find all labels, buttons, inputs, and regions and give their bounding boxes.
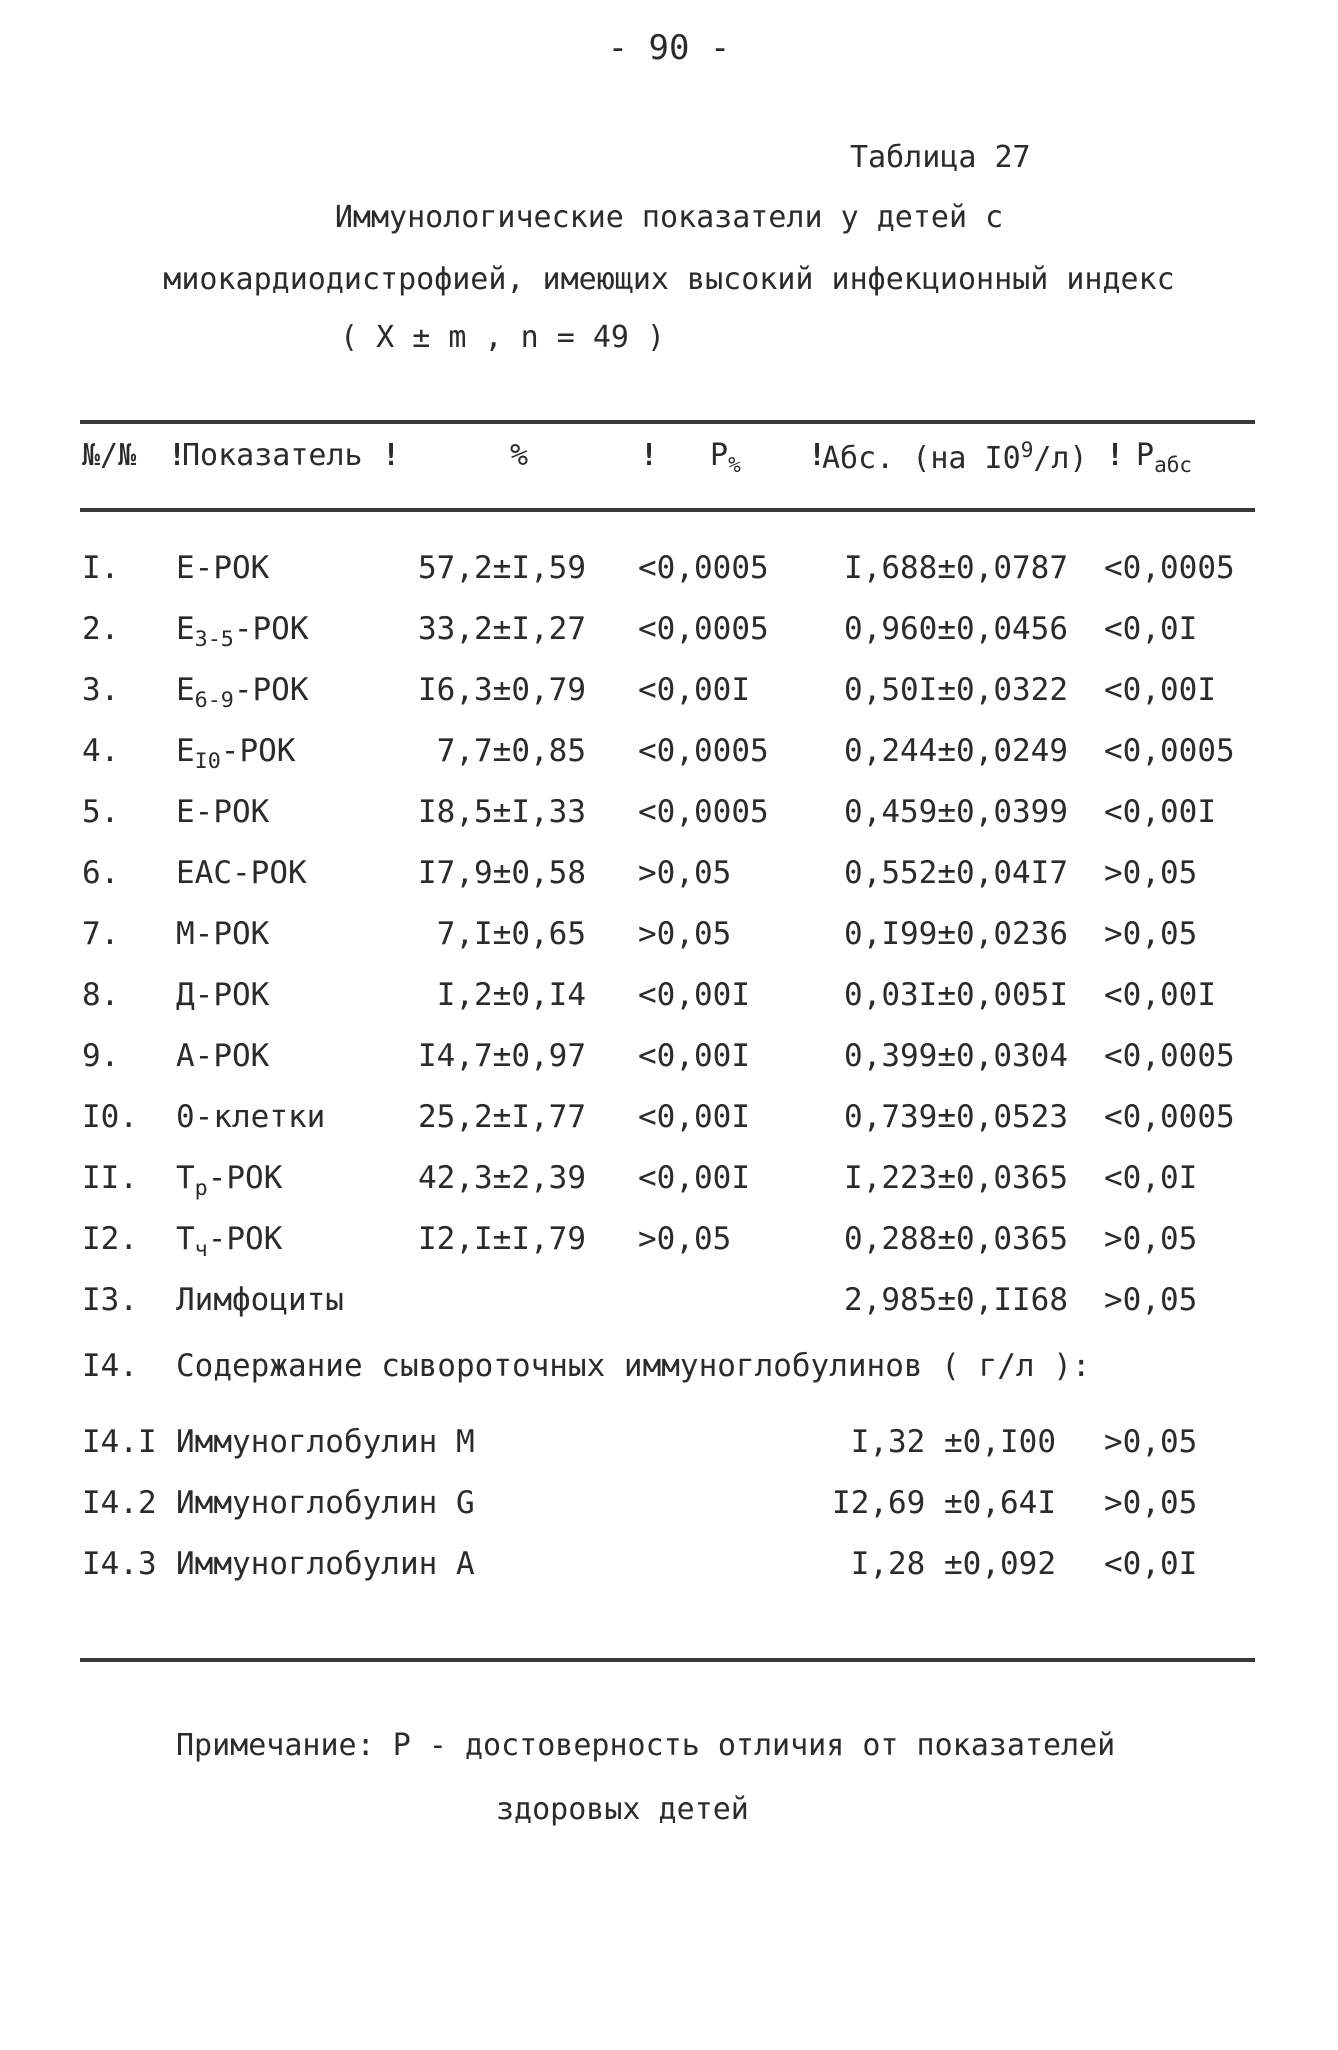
- row-p-percent: >0,05: [638, 1221, 732, 1257]
- sec14-item-abs: I,32 ±0,I00: [850, 1424, 1056, 1460]
- row-num: 2.: [82, 611, 120, 647]
- header-p-percent: [710, 438, 741, 477]
- row-p-abs: >0,05: [1104, 1282, 1198, 1318]
- row-num: II.: [82, 1160, 138, 1196]
- row-indicator-main: EAC-РОК: [176, 855, 307, 891]
- row-indicator-main: T: [176, 1221, 195, 1257]
- table-bottom-rule: [80, 1658, 1255, 1662]
- row-indicator: [176, 550, 269, 586]
- row-abs: I,223±0,0365: [844, 1160, 1068, 1196]
- row-abs: 0,50I±0,0322: [844, 672, 1068, 708]
- row-p-abs: <0,0005: [1104, 1099, 1235, 1135]
- row-num: 3.: [82, 672, 120, 708]
- table-label: Таблица 27: [850, 140, 1031, 175]
- page-number: - 90 -: [607, 28, 731, 68]
- sec14-item-abs: I,28 ±0,092: [850, 1546, 1056, 1582]
- section-14-title: Содержание сывороточных иммуноглобулинов ( г/л ):: [176, 1348, 1091, 1384]
- row-indicator: [176, 916, 269, 952]
- row-p-abs: <0,0005: [1104, 1038, 1235, 1074]
- row-indicator-sub: I0: [194, 749, 221, 775]
- row-p-percent: <0,00I: [638, 1099, 750, 1135]
- row-p-percent: <0,00I: [638, 977, 750, 1013]
- row-p-abs: <0,0I: [1104, 611, 1198, 647]
- row-indicator: [176, 733, 295, 774]
- row-abs: 0,399±0,0304: [844, 1038, 1068, 1074]
- header-indicator: Показатель: [182, 438, 363, 473]
- row-indicator-main: E: [176, 611, 195, 647]
- row-percent: 7,I±0,65: [436, 916, 586, 952]
- header-abs-tail: /л): [1033, 441, 1088, 476]
- sec14-item-num: I4.2: [82, 1485, 157, 1521]
- row-indicator: [176, 1099, 325, 1135]
- row-num: 9.: [82, 1038, 120, 1074]
- row-indicator: [176, 794, 269, 830]
- row-num: 6.: [82, 855, 120, 891]
- header-separator: !: [640, 438, 659, 473]
- row-indicator-tail: -РОК: [220, 733, 296, 769]
- row-num: I3.: [82, 1282, 138, 1318]
- row-indicator: [176, 1282, 344, 1318]
- row-p-percent: <0,0005: [638, 733, 769, 769]
- row-indicator-main: 0-клетки: [176, 1099, 326, 1135]
- row-indicator-tail: -РОК: [233, 611, 309, 647]
- row-num: 8.: [82, 977, 120, 1013]
- row-indicator: [176, 611, 309, 652]
- row-p-percent: <0,00I: [638, 1038, 750, 1074]
- row-abs: 0,I99±0,0236: [844, 916, 1068, 952]
- row-abs: 0,288±0,0365: [844, 1221, 1068, 1257]
- row-percent: 57,2±I,59: [418, 550, 586, 586]
- row-p-percent: <0,0005: [638, 550, 769, 586]
- row-indicator-main: Д-РОК: [176, 977, 270, 1013]
- row-indicator-tail: -РОК: [207, 1221, 283, 1257]
- row-p-abs: <0,00I: [1104, 794, 1216, 830]
- header-p-percent-sub: %: [728, 453, 741, 477]
- header-separator: !: [382, 438, 401, 473]
- header-p-abs-sub: абс: [1154, 453, 1192, 477]
- row-num: 7.: [82, 916, 120, 952]
- row-p-abs: >0,05: [1104, 916, 1198, 952]
- row-indicator-sub: 6-9: [194, 688, 234, 714]
- row-p-abs: >0,05: [1104, 1221, 1198, 1257]
- note-line-2: здоровых детей: [496, 1792, 749, 1827]
- row-abs: 0,739±0,0523: [844, 1099, 1068, 1135]
- header-abs: [822, 438, 1088, 476]
- row-p-percent: >0,05: [638, 916, 732, 952]
- row-num: I0.: [82, 1099, 138, 1135]
- header-p-abs: [1136, 438, 1192, 477]
- row-indicator-sub: ч: [194, 1237, 208, 1263]
- row-p-percent: >0,05: [638, 855, 732, 891]
- row-indicator: [176, 855, 307, 891]
- row-indicator-main: E-РОК: [176, 550, 270, 586]
- row-indicator: [176, 1221, 282, 1262]
- header-abs-sup: 9: [1020, 438, 1034, 462]
- row-indicator: [176, 672, 309, 713]
- row-indicator-main: A-РОК: [176, 1038, 270, 1074]
- row-p-abs: <0,0I: [1104, 1160, 1198, 1196]
- row-percent: I8,5±I,33: [418, 794, 586, 830]
- row-percent: 25,2±I,77: [418, 1099, 586, 1135]
- row-p-percent: <0,00I: [638, 1160, 750, 1196]
- row-percent: I6,3±0,79: [418, 672, 586, 708]
- row-num: 4.: [82, 733, 120, 769]
- sec14-item-num: I4.3: [82, 1546, 157, 1582]
- row-percent: 42,3±2,39: [418, 1160, 586, 1196]
- table-title-line-3: ( X ± m , n = 49 ): [340, 320, 666, 355]
- row-indicator: [176, 1038, 269, 1074]
- row-p-abs: <0,00I: [1104, 977, 1216, 1013]
- header-abs-main: Абс. (на I0: [822, 441, 1021, 476]
- table-title-line-1: Иммунологические показатели у детей с: [334, 200, 1004, 235]
- row-p-abs: <0,0005: [1104, 550, 1235, 586]
- row-abs: 2,985±0,II68: [844, 1282, 1068, 1318]
- row-p-percent: <0,00I: [638, 672, 750, 708]
- row-indicator-main: T: [176, 1160, 195, 1196]
- header-separator: !: [168, 438, 187, 473]
- row-indicator-tail: -РОК: [207, 1160, 283, 1196]
- sec14-item-name: Иммуноглобулин G: [176, 1485, 475, 1521]
- header-p-abs-main: P: [1136, 438, 1155, 473]
- row-num: I2.: [82, 1221, 138, 1257]
- sec14-item-name: Иммуноглобулин М: [176, 1424, 475, 1460]
- row-p-percent: <0,0005: [638, 794, 769, 830]
- row-percent: 33,2±I,27: [418, 611, 586, 647]
- row-indicator: [176, 977, 269, 1013]
- row-abs: 0,960±0,0456: [844, 611, 1068, 647]
- table-title-line-2: миокардиодистрофией, имеющих высокий инфекционный индекс: [163, 262, 1175, 297]
- header-num: №/№: [82, 438, 137, 473]
- header-percent: %: [510, 438, 529, 473]
- row-indicator-main: M-РОК: [176, 916, 270, 952]
- row-percent: I7,9±0,58: [418, 855, 586, 891]
- header-p-percent-main: P: [710, 438, 729, 473]
- row-indicator-sub: 3-5: [194, 627, 234, 653]
- section-14-num: I4.: [82, 1348, 138, 1384]
- sec14-item-name: Иммуноглобулин A: [176, 1546, 475, 1582]
- row-p-abs: <0,0005: [1104, 733, 1235, 769]
- row-indicator-main: E: [176, 672, 195, 708]
- note-line-1: Примечание: P - достоверность отличия от показателей: [176, 1728, 1116, 1763]
- sec14-item-p-abs: <0,0I: [1104, 1546, 1198, 1582]
- row-abs: 0,459±0,0399: [844, 794, 1068, 830]
- row-p-percent: <0,0005: [638, 611, 769, 647]
- row-indicator-tail: -РОК: [233, 672, 309, 708]
- row-num: 5.: [82, 794, 120, 830]
- row-p-abs: >0,05: [1104, 855, 1198, 891]
- header-separator: !: [808, 438, 827, 473]
- row-percent: 7,7±0,85: [436, 733, 586, 769]
- sec14-item-num: I4.I: [82, 1424, 157, 1460]
- sec14-item-p-abs: >0,05: [1104, 1424, 1198, 1460]
- header-separator: !: [1106, 438, 1125, 473]
- row-abs: 0,03I±0,005I: [844, 977, 1068, 1013]
- row-abs: 0,244±0,0249: [844, 733, 1068, 769]
- sec14-item-p-abs: >0,05: [1104, 1485, 1198, 1521]
- row-indicator-main: E-РОК: [176, 794, 270, 830]
- sec14-item-abs: I2,69 ±0,64I: [832, 1485, 1056, 1521]
- row-indicator-main: Лимфоциты: [176, 1282, 344, 1318]
- row-percent: I2,I±I,79: [418, 1221, 586, 1257]
- table-header-rule: [80, 508, 1255, 512]
- row-percent: I4,7±0,97: [418, 1038, 586, 1074]
- row-abs: 0,552±0,04I7: [844, 855, 1068, 891]
- row-abs: I,688±0,0787: [844, 550, 1068, 586]
- row-indicator-sub: р: [194, 1176, 208, 1202]
- row-p-abs: <0,00I: [1104, 672, 1216, 708]
- row-percent: I,2±0,I4: [436, 977, 586, 1013]
- row-num: I.: [82, 550, 120, 586]
- row-indicator-main: E: [176, 733, 195, 769]
- table-top-rule: [80, 420, 1255, 424]
- row-indicator: [176, 1160, 282, 1201]
